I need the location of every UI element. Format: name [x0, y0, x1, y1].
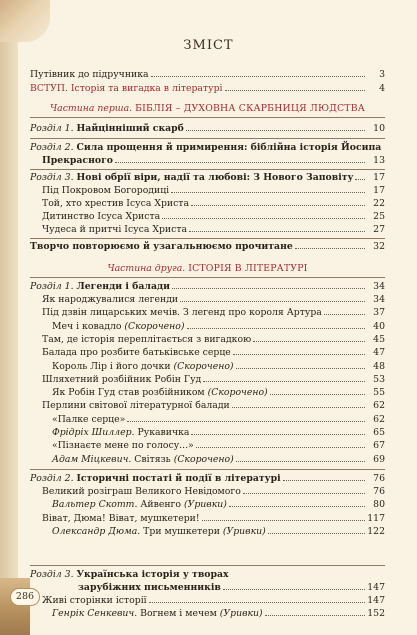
toc-page-number: 10 [373, 123, 385, 134]
section-title-cont: зарубіжних письменників [30, 581, 223, 594]
dot-leader [236, 360, 365, 369]
dot-leader [191, 426, 365, 435]
divider [30, 277, 385, 278]
toc-entry[interactable] [30, 439, 385, 452]
divider [30, 138, 385, 139]
toc-page-number: 76 [373, 473, 385, 484]
toc-page-number: 25 [373, 211, 385, 222]
toc-entry[interactable] [30, 399, 385, 412]
entry-title: Король Лір і його дочки [52, 360, 174, 372]
section-prefix: Розділ 2. [30, 142, 74, 153]
divider [30, 565, 385, 566]
dot-leader [162, 210, 365, 219]
toc-section[interactable] [30, 280, 385, 293]
toc-section[interactable] [30, 141, 385, 154]
toc-entry-label [30, 306, 324, 319]
page-title: ЗМІСТ [183, 38, 234, 53]
toc-entry-guide[interactable] [30, 68, 385, 81]
decorative-illustration-top [0, 0, 50, 42]
toc-entry-label [30, 439, 196, 452]
toc-entry[interactable] [30, 426, 385, 439]
dot-leader [191, 197, 365, 206]
toc-entry-label [30, 346, 233, 359]
toc-entry[interactable] [30, 498, 385, 511]
dot-leader [151, 68, 365, 77]
author-name: Фрідріх Шиллер. [52, 427, 135, 438]
dot-leader [232, 399, 365, 408]
entry-title: «Палке серце» [52, 413, 126, 425]
toc-page-number: 69 [373, 453, 385, 465]
section-prefix: Розділ 3. [30, 569, 74, 580]
author-name: Олександр Дюма. [52, 525, 141, 537]
part-title: ІСТОРІЯ В ЛІТЕРАТУРІ [188, 263, 308, 274]
entry-title: «Пізнаєте мене по голосу...» [52, 440, 194, 452]
entry-note: (Скорочено) [207, 387, 268, 399]
entry-note: (Уривки) [222, 525, 266, 537]
toc-entry[interactable] [30, 512, 385, 525]
toc-section[interactable] [30, 472, 385, 485]
toc-entry[interactable] [30, 525, 385, 538]
toc-page-number: 122 [367, 525, 385, 537]
entry-title: Меч і ковадло [52, 320, 125, 332]
toc-entry[interactable] [30, 373, 385, 386]
dot-leader [172, 280, 365, 289]
toc-page-number: 45 [373, 333, 385, 345]
dot-leader [115, 154, 365, 163]
dot-leader [187, 320, 366, 329]
toc-entry-label [30, 498, 229, 511]
toc-entry-label: Той, хто хрестив Ісуса Христа [30, 197, 191, 210]
decorative-illustration-bottom [0, 578, 30, 635]
toc-entry-label [30, 525, 268, 538]
dot-leader [196, 439, 365, 448]
toc-entry[interactable] [30, 320, 385, 333]
toc-entry-label [30, 333, 253, 346]
toc-entry-label: Чудеса й притчі Ісуса Христа [30, 223, 189, 236]
toc-page-number: 4 [379, 83, 385, 94]
page-spine [0, 0, 18, 635]
author-name: Генрік Сенкевич. [52, 608, 138, 620]
toc-page-number: 17 [373, 185, 385, 196]
toc-page-number: 3 [379, 69, 385, 80]
toc-page-number: 55 [373, 387, 385, 399]
section-title: Сила прощення й примирення: біблійна історія Йосипа [76, 142, 382, 153]
toc-page-number: 13 [373, 155, 385, 166]
dot-leader [223, 581, 365, 590]
section-prefix: Розділ 1. [30, 123, 74, 134]
toc-entry-label [30, 293, 180, 306]
toc-entry[interactable] [30, 223, 385, 236]
toc-page-number: 22 [373, 198, 385, 209]
toc-page-number: 65 [373, 427, 385, 438]
section-title: Нові обрії віри, надії та любові: З Нового Заповіту [76, 172, 354, 183]
dot-leader [149, 594, 365, 603]
entry-title: Рукавичка [134, 427, 190, 438]
dot-leader [243, 485, 365, 494]
toc-page-number: 37 [373, 307, 385, 319]
toc-entry-label [30, 399, 232, 412]
toc-entry-label: Під Покровом Богородиці [30, 184, 171, 197]
dot-leader [127, 413, 365, 422]
author-name: Вальтер Скотт. [52, 499, 138, 511]
section-title: Легенди і балади [76, 281, 171, 292]
entry-title: Вогнем і мечем [137, 608, 220, 620]
toc-entry[interactable] [30, 360, 385, 373]
toc-section-cont[interactable] [30, 581, 385, 594]
toc-page-number: 32 [373, 241, 385, 252]
toc-section[interactable] [30, 568, 385, 581]
toc-entry[interactable] [30, 594, 385, 607]
dot-leader [295, 240, 365, 249]
entry-title: Світязь [131, 453, 174, 465]
section-title: Найцінніший скарб [76, 123, 184, 134]
toc-page-number: 76 [373, 486, 385, 497]
section-prefix: Розділ 1. [30, 281, 74, 292]
dot-leader [355, 171, 365, 180]
entry-title: Перлини світової літературної балади [42, 400, 230, 412]
toc-entry[interactable] [30, 485, 385, 498]
toc-entry-label [30, 413, 127, 426]
toc-entry-label: Путівник до підручника [30, 69, 149, 80]
entry-note: (Скорочено) [173, 453, 234, 465]
toc-page-number: 117 [367, 512, 385, 524]
section-title: Історичні постаті й події в літературі [76, 473, 281, 484]
toc-summary[interactable] [30, 240, 385, 253]
part-prefix: Частина друга. [107, 263, 186, 274]
dot-leader [233, 346, 365, 355]
section-prefix: Розділ 2. [30, 473, 74, 484]
toc-entry-label [30, 607, 265, 620]
toc-entry-label [30, 594, 149, 607]
toc-page-number: 27 [373, 224, 385, 235]
dot-leader [253, 333, 365, 342]
entry-note: (Уривки) [184, 499, 227, 511]
entry-title: Як Робін Гуд став розбійником [52, 387, 208, 399]
part-heading [30, 102, 385, 115]
entry-title: Віват, Дюма! Віват, мушкетери! [42, 512, 200, 524]
entry-note: (Скорочено) [173, 360, 234, 372]
toc-entry[interactable] [30, 197, 385, 210]
dot-leader [283, 472, 365, 481]
toc-entry-label [30, 512, 202, 525]
toc-page-number: 147 [367, 582, 385, 593]
toc-entry[interactable] [30, 386, 385, 399]
section-prefix: Розділ 3. [30, 172, 74, 183]
toc-entry-label [30, 320, 187, 333]
toc-page-number: 67 [373, 440, 385, 452]
toc-page-number: 40 [373, 320, 385, 332]
toc-page-number: 152 [367, 608, 385, 620]
toc-section[interactable] [30, 122, 385, 135]
toc-entry-intro[interactable] [30, 82, 385, 95]
toc-page-number: 34 [373, 294, 385, 305]
divider [30, 469, 385, 470]
section-title: Українська історія у творах [76, 569, 229, 580]
toc-page-number: 147 [367, 595, 385, 606]
toc-entry[interactable] [30, 184, 385, 197]
dot-leader [171, 184, 365, 193]
dot-leader [180, 293, 365, 302]
toc-entry[interactable] [30, 293, 385, 306]
toc-entry-label: Творчо повторюємо й узагальнюємо прочитане [30, 241, 293, 252]
dot-leader [186, 122, 365, 131]
part-prefix: Частина перша. [50, 103, 133, 114]
entry-title: Три мушкетери [140, 525, 223, 537]
toc-page-number: 62 [373, 400, 385, 412]
entry-note: (Скорочено) [124, 320, 185, 332]
toc-entry-label [30, 373, 203, 386]
dot-leader [189, 223, 365, 232]
toc-page-number: 34 [373, 281, 385, 292]
toc-entry-label: Дитинство Ісуса Христа [30, 210, 162, 223]
toc-page-number: 17 [373, 172, 385, 183]
dot-leader [268, 525, 365, 534]
entry-title: Як народжувалися легенди [42, 294, 179, 305]
part-heading [30, 262, 385, 275]
toc-section-cont[interactable] [30, 154, 385, 167]
toc-entry[interactable] [30, 210, 385, 223]
toc-page-number: 53 [373, 373, 385, 385]
author-name: Адам Міцкевич. [52, 453, 132, 465]
toc-entry[interactable] [30, 607, 385, 620]
entry-title: Великий розіграш Великого Невідомого [42, 486, 241, 497]
toc-entry-label [30, 453, 236, 466]
toc-entry[interactable] [30, 333, 385, 346]
toc-page-number: 62 [373, 413, 385, 425]
dot-leader [270, 386, 365, 395]
divider [30, 117, 385, 118]
toc-entry[interactable] [30, 453, 385, 466]
toc-entry-label [30, 360, 236, 373]
dot-leader [265, 607, 365, 616]
toc-entry-label [30, 485, 243, 498]
divider [30, 169, 385, 170]
entry-note: (Уривки) [219, 608, 263, 620]
dot-leader [229, 498, 365, 507]
toc-section[interactable] [30, 171, 385, 184]
dot-leader [324, 306, 365, 315]
dot-leader [236, 453, 365, 462]
entry-title: Живі сторінки історії [42, 595, 147, 606]
part-title: БІБЛІЯ – ДУХОВНА СКАРБНИЦЯ ЛЮДСТВА [135, 103, 365, 114]
entry-title: Айвенго [137, 499, 184, 511]
toc-page-number: 48 [373, 360, 385, 372]
section-title-cont: Прекрасного [30, 154, 115, 167]
toc-page-number: 80 [373, 499, 385, 511]
entry-title: Там, де історія переплітається з вигадкою [42, 333, 252, 345]
toc-entry-label [30, 426, 191, 439]
dot-leader [202, 512, 365, 521]
toc-entry-label: ВСТУП. Історія та вигадка в літературі [30, 83, 223, 94]
page-number: 286 [10, 588, 40, 606]
toc-entry[interactable] [30, 306, 385, 319]
toc-entry[interactable] [30, 413, 385, 426]
toc-entry[interactable] [30, 346, 385, 359]
entry-title: Балада про розбите батьківське серце [42, 347, 231, 359]
entry-title: Під дзвін лицарських мечів. З легенд про короля Артура [42, 307, 322, 319]
dot-leader [225, 82, 365, 91]
divider [30, 238, 385, 239]
dot-leader [203, 373, 365, 382]
toc-entry-label [30, 386, 270, 399]
toc-page-number: 47 [373, 347, 385, 359]
entry-title: Шляхетний розбійник Робін Гуд [42, 373, 202, 385]
